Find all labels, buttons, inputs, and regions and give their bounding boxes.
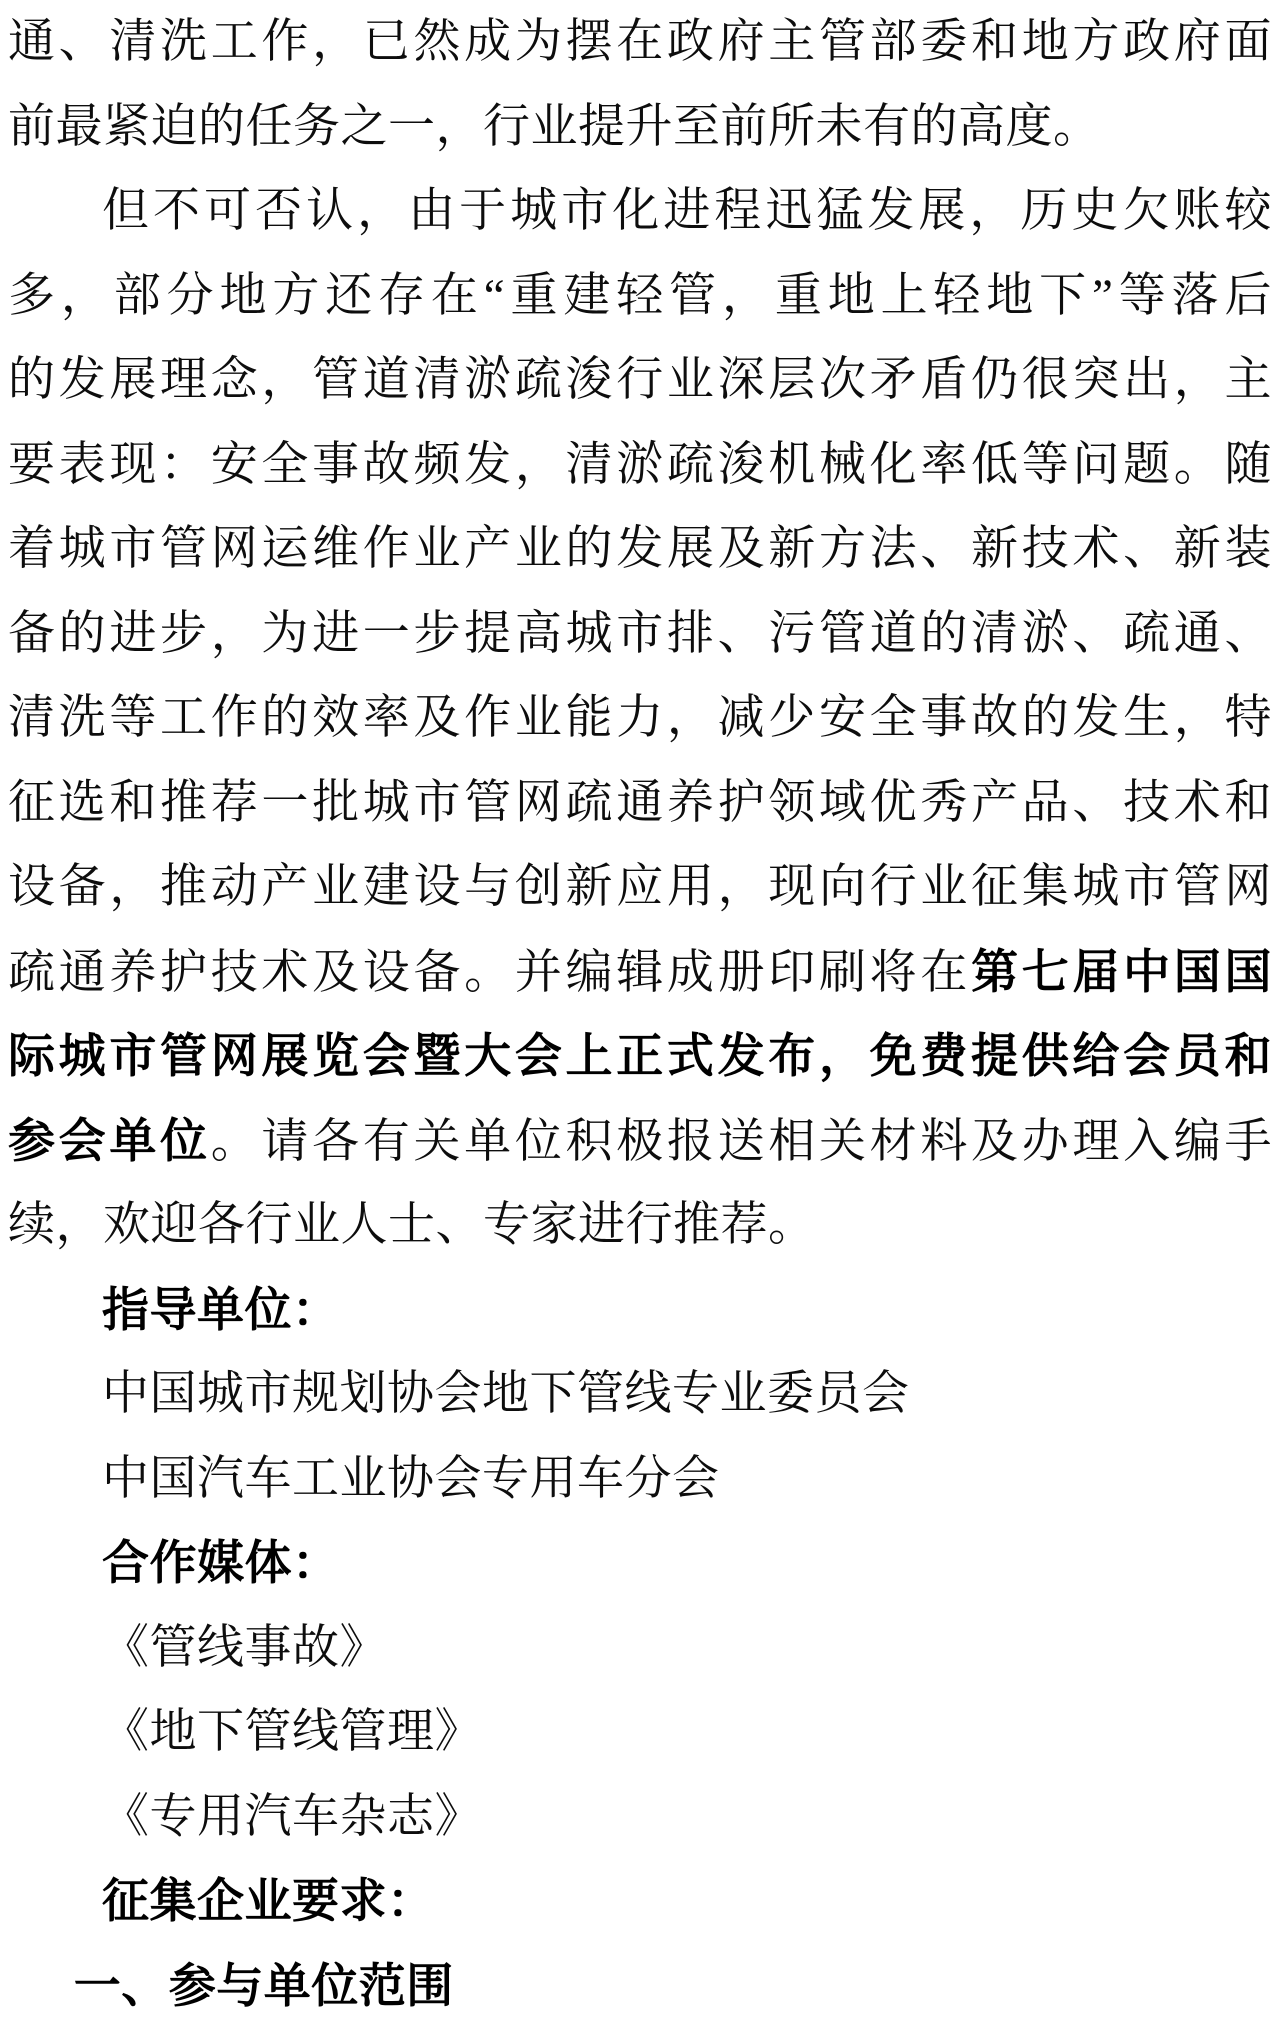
text-segment: 清洗等工作的效率及作业能力，减少安全事故的发生，特: [8, 692, 1272, 744]
text-segment: 中国城市规划协会地下管线专业委员会: [102, 1368, 910, 1420]
text-segment: 但不可否认，由于城市化进程迅猛发展，历史欠账较: [102, 185, 1272, 237]
text-line: [8, 1606, 1272, 1691]
text-segment: 《地下管线管理》: [102, 1706, 482, 1758]
text-line: [8, 1099, 1272, 1184]
text-segment: 要表现：安全事故频发，清淤疏浚机械化率低等问题。随: [8, 438, 1272, 491]
text-segment: 通、清洗工作，已然成为摆在政府主管部委和地方政府面: [8, 16, 1272, 68]
text-line: [8, 592, 1272, 677]
text-segment: 征集企业要求：: [102, 1874, 435, 1927]
text-segment: 疏通养护技术及设备。并编辑成册印刷将在: [8, 946, 972, 999]
text-segment: 前最紧迫的任务之一，行业提升至前所未有的高度。: [8, 100, 1101, 153]
text-segment: 设备，推动产业建设与创新应用，现向行业征集城市管网: [8, 861, 1272, 913]
text-line: [8, 1690, 1272, 1775]
text-segment: 一、参与单位范围: [73, 1958, 454, 2012]
text-segment: 的发展理念，管道清淤疏浚行业深层次矛盾仍很突出，主: [8, 354, 1272, 406]
text-line: [8, 761, 1272, 846]
heading-line: [8, 1859, 1272, 1944]
text-line: [8, 423, 1272, 508]
text-segment: 续，欢迎各行业人士、专家进行推荐。: [8, 1199, 816, 1251]
bold-text-segment: 参会单位: [8, 1113, 211, 1167]
text-segment: 《管线事故》: [102, 1621, 387, 1674]
bold-text-segment: 第七届中国国: [971, 944, 1272, 998]
text-line: [8, 930, 1272, 1015]
text-line: [8, 85, 1272, 170]
text-line: [8, 1437, 1272, 1522]
heading-line: [8, 1268, 1272, 1353]
text-line: [8, 507, 1272, 592]
text-line: [8, 845, 1272, 930]
text-line: [8, 338, 1272, 423]
text-line: [8, 169, 1272, 254]
text-segment: 合作媒体：: [102, 1536, 340, 1589]
text-line: [8, 254, 1272, 339]
text-line: [8, 1775, 1272, 1860]
text-line: [8, 0, 1272, 85]
heading-line: [8, 1944, 1272, 2028]
text-segment: 中国汽车工业协会专用车分会: [102, 1452, 720, 1505]
text-line: [8, 1014, 1272, 1099]
text-segment: 《专用汽车杂志》: [102, 1790, 482, 1843]
text-segment: 备的进步，为进一步提高城市排、污管道的清淤、疏通、: [8, 607, 1272, 660]
text-line: [8, 1183, 1272, 1268]
text-segment: 。请各有关单位积极报送相关材料及办理入编手: [210, 1115, 1272, 1168]
heading-line: [8, 1521, 1272, 1606]
text-segment: 多，部分地方还存在“重建轻管，重地上轻地下”等落后: [8, 269, 1272, 322]
text-segment: 指导单位：: [102, 1282, 340, 1336]
text-line: [8, 1352, 1272, 1437]
text-segment: 着城市管网运维作业产业的发展及新方法、新技术、新装: [8, 523, 1272, 575]
text-line: [8, 676, 1272, 761]
text-segment: 征选和推荐一批城市管网疏通养护领域优秀产品、技术和: [8, 776, 1272, 829]
bold-text-segment: 际城市管网展览会暨大会上正式发布，免费提供给会员和: [8, 1029, 1272, 1082]
